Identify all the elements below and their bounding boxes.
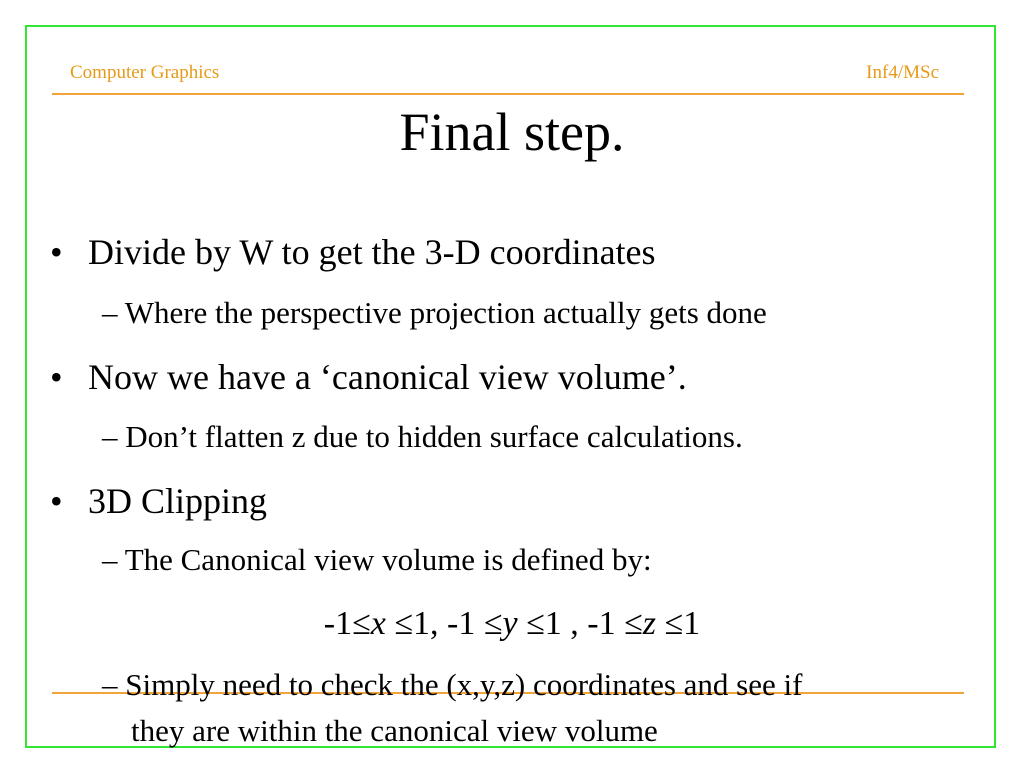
bullet-canonical-view-volume <box>50 356 687 398</box>
sub-bullet-perspective: – Where the perspective projection actually gets done <box>102 295 767 330</box>
sub-bullet-check-coordinates-cont: they are within the canonical view volume <box>131 713 658 748</box>
bullet-marker: • <box>50 481 63 521</box>
bullet-divide-by-w <box>50 231 656 273</box>
header-rule <box>52 93 964 95</box>
header-course-code: Inf4/MSc <box>866 62 939 83</box>
equation-var-x: x <box>370 605 386 642</box>
bullet-marker: • <box>50 357 63 397</box>
equation-var-y: y <box>502 605 518 642</box>
bullet-text: Divide by W to get the 3-D coordinates <box>88 232 656 272</box>
bullet-3d-clipping <box>50 480 267 522</box>
bullet-text: Now we have a ‘canonical view volume’. <box>88 357 687 397</box>
equation-part: ≤1 <box>656 605 701 642</box>
sub-bullet-flatten-z: – Don’t flatten z due to hidden surface calculations. <box>102 419 743 454</box>
equation-part: ≤1, -1 ≤ <box>385 605 503 642</box>
bullet-marker: • <box>50 232 63 272</box>
bullet-text: 3D Clipping <box>88 481 268 521</box>
equation-part: -1≤ <box>323 605 371 642</box>
header-course-title: Computer Graphics <box>70 62 220 83</box>
canonical-volume-equation <box>0 604 1024 644</box>
equation-part: ≤1 , -1 ≤ <box>517 605 643 642</box>
sub-bullet-check-coordinates: – Simply need to check the (x,y,z) coordinates and see if <box>102 667 803 702</box>
sub-bullet-canonical-defined: – The Canonical view volume is defined by: <box>102 542 652 577</box>
slide-title: Final step. <box>399 102 625 162</box>
equation-var-z: z <box>642 605 657 642</box>
